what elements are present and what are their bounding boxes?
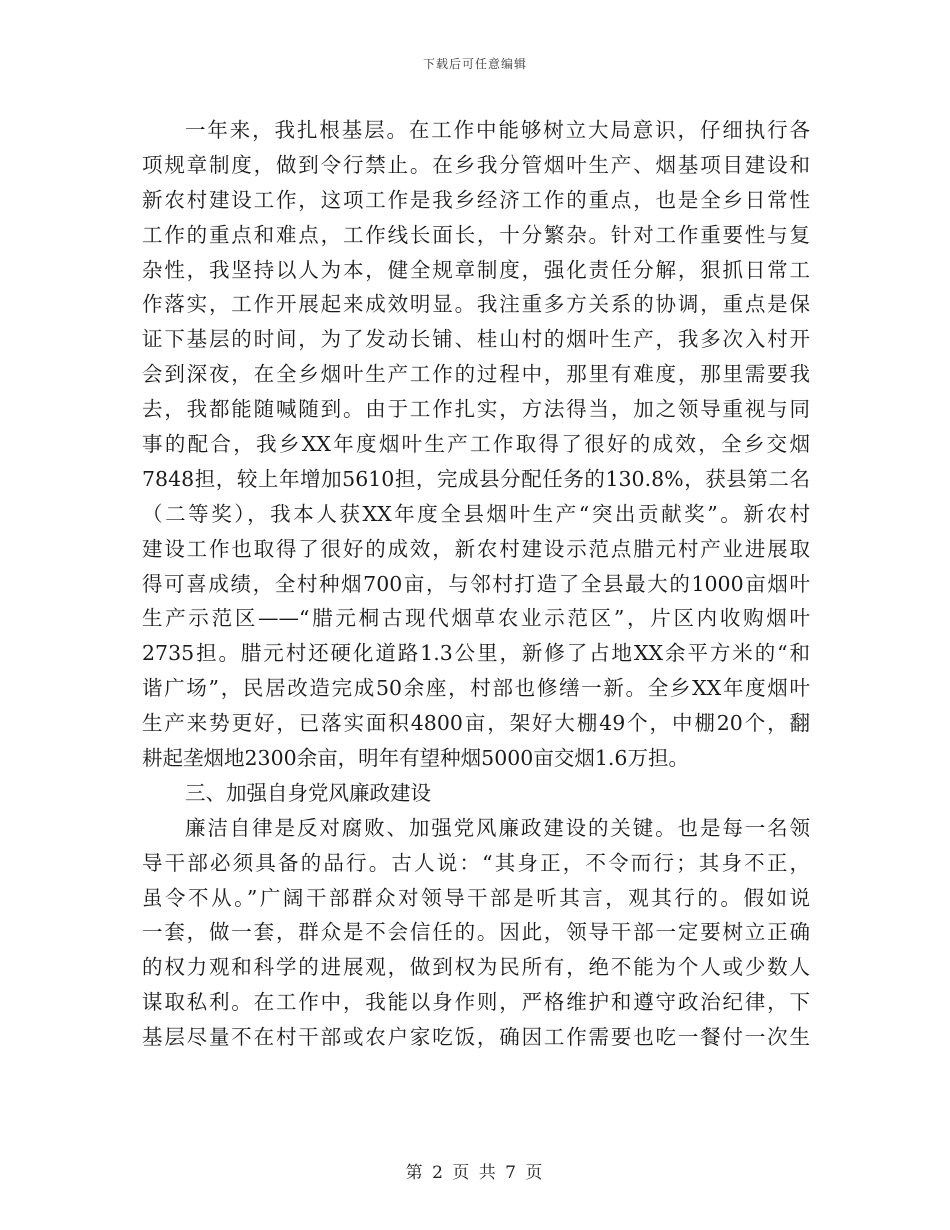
paragraph-line: 得可喜成绩，全村种烟700亩，与邻村打造了全县最大的1000亩烟叶 [142, 571, 810, 596]
paragraph-line: 导干部必须具备的品行。古人说：“其身正，不令而行；其身不正， [142, 850, 810, 875]
paragraph-line: 工作的重点和难点，工作线长面长，十分繁杂。针对工作重要性与复 [142, 222, 810, 247]
paragraph-line: 新农村建设工作，这项工作是我乡经济工作的重点，也是全乡日常性 [142, 187, 810, 212]
section-heading: 三、加强自身党风廉政建设 [185, 780, 431, 805]
paragraph-line: 一套，做一套，群众是不会信任的。因此，领导干部一定要树立正确 [142, 920, 810, 945]
paragraph-line: （二等奖），我本人获XX年度全县烟叶生产“突出贡献奖”。新农村 [142, 501, 810, 526]
paragraph-line: 去，我都能随喊随到。由于工作扎实，方法得当，加之领导重视与同 [142, 397, 810, 422]
paragraph-line: 生产示范区——“腊元桐古现代烟草农业示范区”，片区内收购烟叶 [142, 606, 810, 631]
document-body [142, 113, 810, 1055]
page-header-note: 下载后可任意编辑 [422, 57, 527, 71]
paragraph-line: 事的配合，我乡XX年度烟叶生产工作取得了很好的成效，全乡交烟 [142, 432, 810, 457]
paragraph-line: 的权力观和科学的进展观，做到权为民所有，绝不能为个人或少数人 [142, 955, 810, 980]
paragraph-line: 2735担。腊元村还硬化道路1.3公里，新修了占地XX余平方米的“和 [142, 641, 810, 666]
paragraph-line: 项规章制度，做到令行禁止。在乡我分管烟叶生产、烟基项目建设和 [142, 152, 810, 177]
page-number: 第 2 页 共 7 页 [405, 1163, 545, 1183]
paragraph-line: 一年来，我扎根基层。在工作中能够树立大局意识，仔细执行各 [185, 118, 810, 142]
paragraph-line: 作落实，工作开展起来成效明显。我注重多方关系的协调，重点是保 [142, 292, 810, 317]
paragraph-line: 虽令不从。”广阔干部群众对领导干部是听其言，观其行的。假如说 [142, 885, 810, 910]
paragraph-line: 证下基层的时间，为了发动长铺、桂山村的烟叶生产，我多次入村开 [142, 327, 810, 352]
paragraph-line: 7848担，较上年增加5610担，完成县分配任务的130.8%，获县第二名 [142, 466, 810, 491]
paragraph-line: 生产来势更好，已落实面积4800亩，架好大棚49个，中棚20个，翻 [142, 711, 810, 736]
paragraph-line: 谋取私利。在工作中，我能以身作则，严格维护和遵守政治纪律，下 [142, 990, 810, 1015]
paragraph-line: 耕起垄烟地2300余亩，明年有望种烟5000亩交烟1.6万担。 [142, 746, 689, 771]
paragraph-line: 廉洁自律是反对腐败、加强党风廉政建设的关键。也是每一名领 [185, 815, 810, 840]
paragraph-line: 建设工作也取得了很好的成效，新农村建设示范点腊元村产业进展取 [142, 536, 810, 561]
paragraph-line: 会到深夜，在全乡烟叶生产工作的过程中，那里有难度，那里需要我 [142, 362, 810, 387]
paragraph-line: 杂性，我坚持以人为本，健全规章制度，强化责任分解，狠抓日常工 [142, 257, 810, 282]
paragraph-line: 谐广场”，民居改造完成50余座，村部也修缮一新。全乡XX年度烟叶 [142, 676, 810, 701]
paragraph-line: 基层尽量不在村干部或农户家吃饭，确因工作需要也吃一餐付一次生 [142, 1025, 810, 1050]
